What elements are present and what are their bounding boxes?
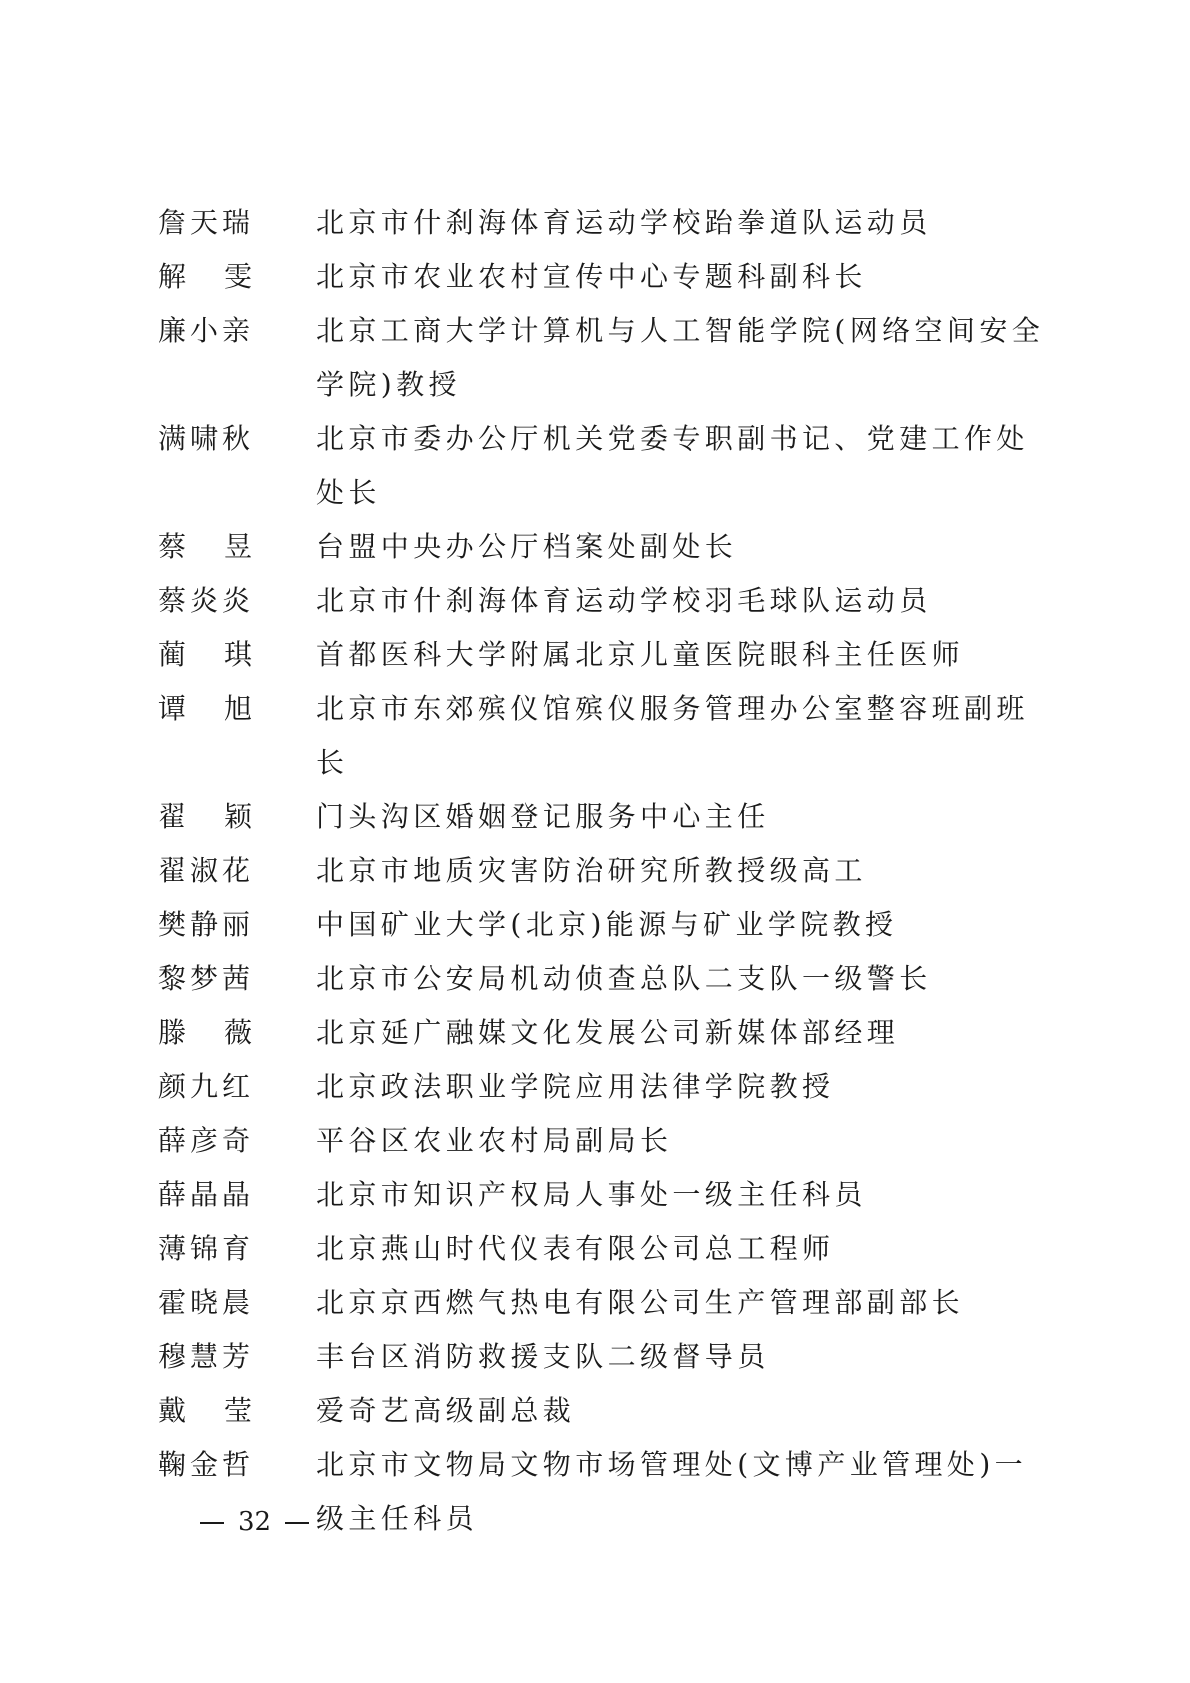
- list-item: [158, 304, 1058, 412]
- list-item: [158, 520, 1058, 574]
- person-name: 翟颖: [158, 800, 291, 833]
- person-title: 门头沟区婚姻登记服务中心主任: [316, 800, 770, 833]
- person-title: 台盟中央办公厅档案处副处长: [316, 530, 738, 563]
- person-title: 北京市文物局文物市场管理处(文博产业管理处)一级主任科员: [316, 1448, 1028, 1535]
- list-item: [158, 1006, 1058, 1060]
- person-title: 北京市知识产权局人事处一级主任科员: [316, 1178, 867, 1211]
- person-name: 詹天瑞: [158, 206, 255, 239]
- person-name: 蔡炎炎: [158, 584, 255, 617]
- person-name: 蔺琪: [158, 638, 291, 671]
- person-name: 颜九红: [158, 1070, 255, 1103]
- person-title: 北京市委办公厅机关党委专职副书记、党建工作处处长: [316, 422, 1029, 509]
- list-item: [158, 1276, 1058, 1330]
- person-name: 戴莹: [158, 1394, 291, 1427]
- person-title: 北京延广融媒文化发展公司新媒体部经理: [316, 1016, 900, 1049]
- person-title: 平谷区农业农村局副局长: [316, 1124, 673, 1157]
- person-name: 薄锦育: [158, 1232, 255, 1265]
- personnel-list: [158, 196, 1058, 1546]
- person-title: 北京市什刹海体育运动学校跆拳道队运动员: [316, 206, 932, 239]
- list-item: [158, 412, 1058, 520]
- person-title: 北京市地质灾害防治研究所教授级高工: [316, 854, 867, 887]
- page-footer: [186, 1502, 323, 1542]
- list-item: [158, 1168, 1058, 1222]
- person-name: 薛彦奇: [158, 1124, 255, 1157]
- person-name: 滕薇: [158, 1016, 291, 1049]
- list-item: [158, 628, 1058, 682]
- person-name: 廉小亲: [158, 314, 255, 347]
- list-item: [158, 250, 1058, 304]
- list-item: [158, 898, 1058, 952]
- person-name: 穆慧芳: [158, 1340, 255, 1373]
- person-name: 鞠金哲: [158, 1448, 255, 1481]
- footer-dash-left: [200, 1522, 224, 1524]
- person-title: 首都医科大学附属北京儿童医院眼科主任医师: [316, 638, 965, 671]
- person-name: 解雯: [158, 260, 291, 293]
- person-title: 北京京西燃气热电有限公司生产管理部副部长: [316, 1286, 965, 1319]
- person-name: 谭旭: [158, 692, 291, 725]
- person-name: 黎梦茜: [158, 962, 255, 995]
- person-title: 北京市农业农村宣传中心专题科副科长: [316, 260, 867, 293]
- list-item: [158, 1330, 1058, 1384]
- list-item: [158, 790, 1058, 844]
- list-item: [158, 844, 1058, 898]
- list-item: [158, 1222, 1058, 1276]
- list-item: [158, 952, 1058, 1006]
- person-name: 薛晶晶: [158, 1178, 255, 1211]
- list-item: [158, 574, 1058, 628]
- person-title: 北京工商大学计算机与人工智能学院(网络空间安全学院)教授: [316, 314, 1045, 401]
- person-name: 蔡昱: [158, 530, 291, 563]
- list-item: [158, 1384, 1058, 1438]
- person-name: 霍晓晨: [158, 1286, 255, 1319]
- footer-dash-right: [285, 1522, 309, 1524]
- page-number: 32: [238, 1507, 272, 1537]
- person-title: 北京政法职业学院应用法律学院教授: [316, 1070, 835, 1103]
- list-item: [158, 1060, 1058, 1114]
- person-title: 北京燕山时代仪表有限公司总工程师: [316, 1232, 835, 1265]
- person-title: 丰台区消防救援支队二级督导员: [316, 1340, 770, 1373]
- list-item: [158, 1114, 1058, 1168]
- person-name: 满啸秋: [158, 422, 255, 455]
- list-item: [158, 682, 1058, 790]
- person-name: 樊静丽: [158, 908, 255, 941]
- person-name: 翟淑花: [158, 854, 255, 887]
- list-item: [158, 196, 1058, 250]
- person-title: 北京市东郊殡仪馆殡仪服务管理办公室整容班副班长: [316, 692, 1029, 779]
- person-title: 爱奇艺高级副总裁: [316, 1394, 576, 1427]
- person-title: 中国矿业大学(北京)能源与矿业学院教授: [316, 908, 898, 941]
- person-title: 北京市公安局机动侦查总队二支队一级警长: [316, 962, 932, 995]
- person-title: 北京市什刹海体育运动学校羽毛球队运动员: [316, 584, 932, 617]
